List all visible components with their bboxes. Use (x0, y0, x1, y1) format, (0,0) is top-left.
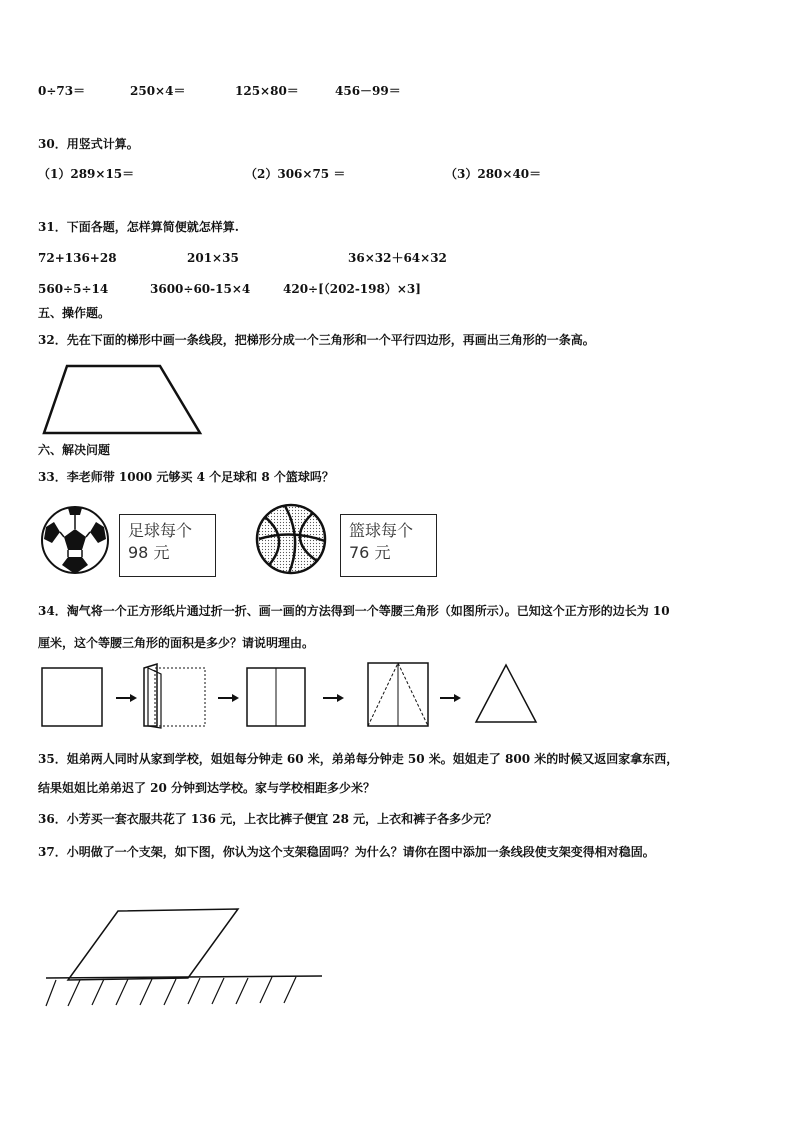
q31-item: 3600÷60-15×4 (150, 282, 251, 296)
section-heading: 五、操作题。 (38, 306, 111, 320)
football-price-value: 98 元 (128, 543, 170, 562)
q34-text-line1: 34．淘气将一个正方形纸片通过折一折、画一画的方法得到一个等腰三角形（如图所示）。已知这个正方形的边长为 10 (38, 604, 670, 618)
q31-title: 31．下面各题，怎样算简便就怎样算. (38, 220, 239, 234)
folding-steps-figure (40, 660, 550, 730)
basketball-price-label: 篮球每个 (349, 521, 414, 540)
q33-text: 33．李老师带 1000 元够买 4 个足球和 8 个篮球吗？ (38, 470, 334, 484)
q31-item: 201×35 (187, 251, 239, 265)
calc-item: 125×80＝ (235, 84, 299, 98)
q31-item: 560÷5÷14 (38, 282, 109, 296)
football-price-label: 足球每个 (128, 521, 193, 540)
q30-item: （1）289×15＝ (38, 167, 135, 181)
football-icon (40, 505, 110, 575)
q36-text: 36．小芳买一套衣服共花了 136 元，上衣比裤子便宜 28 元，上衣和裤子各多少元？ (38, 812, 498, 826)
calc-item: 0÷73＝ (38, 84, 86, 98)
q35-text-line2: 结果姐姐比弟弟迟了 20 分钟到达学校。家与学校相距多少米？ (38, 781, 376, 795)
q30-title: 30．用竖式计算。 (38, 137, 139, 151)
football-price-box (119, 514, 216, 577)
basketball-price-value: 76 元 (349, 543, 391, 562)
calc-item: 456－99＝ (335, 84, 401, 98)
q34-text-line2: 厘米，这个等腰三角形的面积是多少？请说明理由。 (38, 636, 315, 650)
section-heading: 六、解决问题 (38, 443, 111, 457)
q37-text: 37．小明做了一个支架，如下图，你认为这个支架稳固吗？为什么？请你在图中添加一条线段使支架变得相对稳固。 (38, 845, 655, 859)
support-frame-figure (40, 900, 330, 1015)
q32-text: 32．先在下面的梯形中画一条线段，把梯形分成一个三角形和一个平行四边形，再画出三角形的一条高。 (38, 333, 595, 347)
q31-item: 72+136+28 (38, 251, 117, 265)
q35-text-line1: 35．姐弟两人同时从家到学校，姐姐每分钟走 60 米，弟弟每分钟走 50 米。姐姐走了 800 米的时候又返回家拿东西， (38, 752, 679, 766)
q30-item: （3）280×40＝ (445, 167, 542, 181)
q30-item: （2）306×75 ＝ (245, 167, 346, 181)
q31-item: 36×32＋64×32 (348, 251, 447, 265)
calc-item: 250×4＝ (130, 84, 186, 98)
trapezoid-figure (40, 360, 210, 440)
q31-item: 420÷[（202-198）×3] (283, 282, 421, 296)
basketball-icon (255, 503, 327, 575)
basketball-price-box (340, 514, 437, 577)
